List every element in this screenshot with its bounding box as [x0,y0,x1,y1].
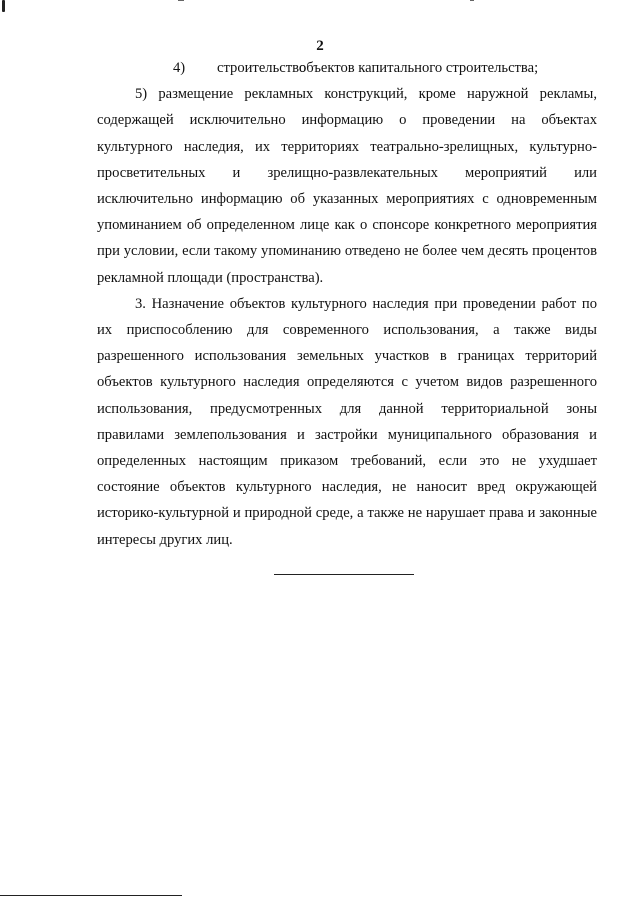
scan-binding-mark [2,0,5,12]
scan-speck [178,0,184,1]
footnote-divider [0,895,182,896]
list-item-number: 4) [173,60,186,76]
section-3-paragraph: 3. Назначение объектов культурного наследия при проведении работ по их приспособлению для современного использования, а также виды разрешенного использования земельных участков в границах территорий объектов культурного наследия определяются с учетом видов разрешенного использования, предусмотренных для данной территориальной зоны правилами землепользования и застройки муниципального образования и определенных настоящим приказом требований, если это не ухудшает состояние объектов культурного наследия, не наносит вред окружающей историко-культурной и природной среде, а также не нарушает права и законные интересы других лиц. [97,295,597,548]
scan-speck [470,0,474,1]
list-item-word: строительство [217,60,307,76]
list-item-text: объектов капитального строительства; [299,60,539,76]
list-item-5: 5) размещение рекламных конструкций, кроме наружной рекламы, содержащей исключительно информацию о проведении на объектах культурного наследия, их территориях театрально-зрелищных, культурно-просветительных и зрелищно-развлекательных мероприятий или исключительно информацию об указанных мероприятиях с одновременным упоминанием об определенном лице как о спонсоре конкретного мероприятия при условии, если такому упоминанию отведено не более чем десять процентов рекламной площади (пространства). [97,86,597,286]
end-separator-line [274,574,414,575]
document-body [97,55,597,553]
page-number: 2 [316,38,324,54]
list-item-4 [97,55,597,81]
